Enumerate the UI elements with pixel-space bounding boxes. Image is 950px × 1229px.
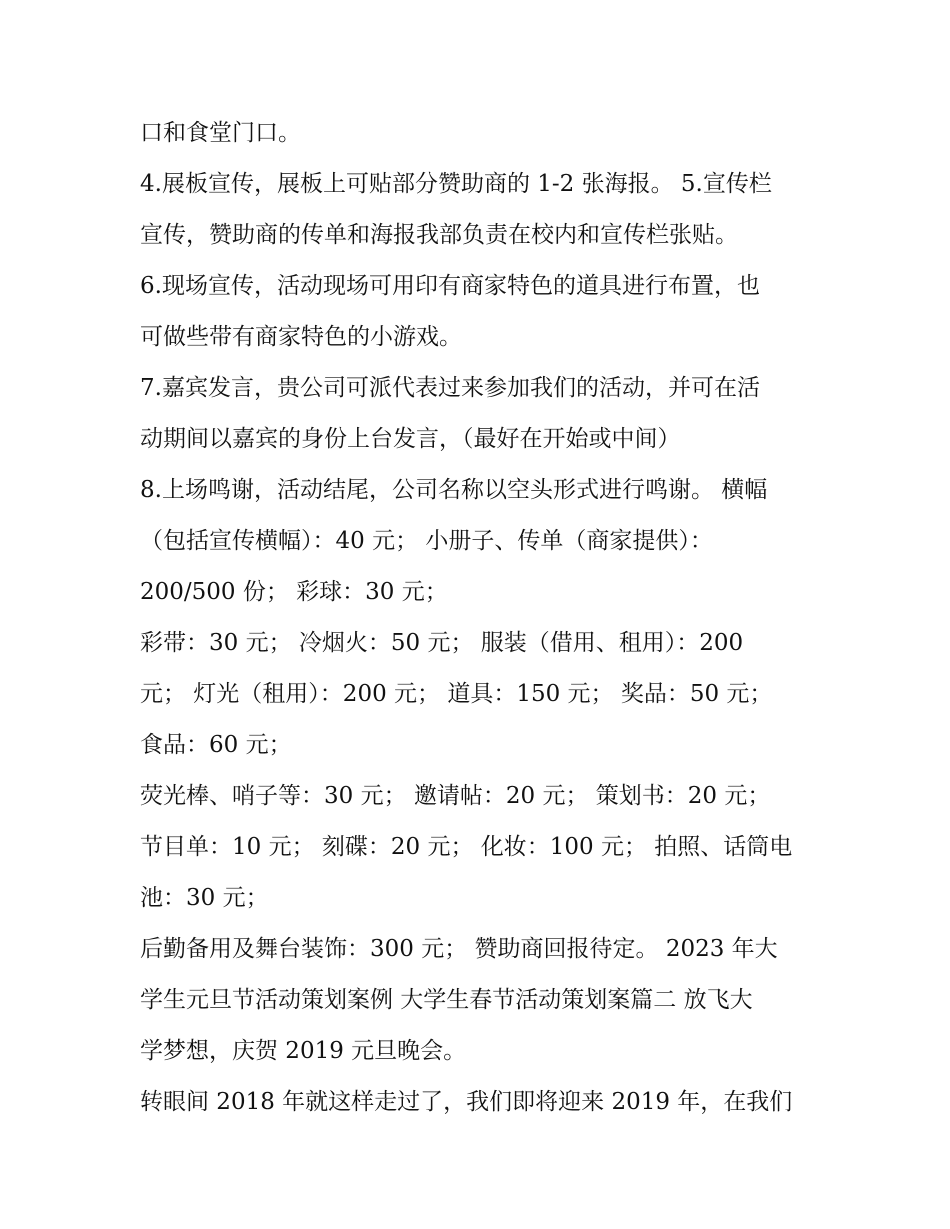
text-line: 4.展板宣传，展板上可贴部分赞助商的 1-2 张海报。 5.宣传栏	[140, 171, 772, 197]
text-line: 后勤备用及舞台装饰：300 元； 赞助商回报待定。 2023 年大	[140, 936, 778, 962]
text-line: 宣传，赞助商的传单和海报我部负责在校内和宣传栏张贴。	[140, 222, 738, 248]
text-line: 节目单：10 元； 刻碟：20 元； 化妆：100 元； 拍照、话筒电	[140, 834, 793, 860]
text-line: 动期间以嘉宾的身份上台发言，（最好在开始或中间）	[140, 426, 681, 452]
text-line: 学梦想，庆贺 2019 元旦晚会。	[140, 1038, 467, 1064]
text-line: 可做些带有商家特色的小游戏。	[140, 324, 462, 350]
text-line: 转眼间 2018 年就这样走过了，我们即将迎来 2019 年，在我们	[140, 1089, 793, 1115]
text-line: 彩带：30 元； 冷烟火：50 元； 服装（借用、租用）：200	[140, 630, 744, 656]
body-text	[140, 108, 820, 1128]
text-line: 8.上场鸣谢，活动结尾，公司名称以空头形式进行鸣谢。 横幅	[140, 477, 768, 503]
text-line: 7.嘉宾发言，贵公司可派代表过来参加我们的活动，并可在活	[140, 375, 760, 401]
text-line: 学生元旦节活动策划案例 大学生春节活动策划案篇二 放飞大	[140, 987, 753, 1013]
text-line: 食品：60 元；	[140, 732, 292, 758]
text-line: 元； 灯光（租用）：200 元； 道具：150 元； 奖品：50 元；	[140, 681, 773, 707]
text-line: 池：30 元；	[140, 885, 269, 911]
text-line: 荧光棒、哨子等：30 元； 邀请帖：20 元； 策划书：20 元；	[140, 783, 771, 809]
text-line: 口和食堂门口。	[140, 120, 301, 146]
text-line: （包括宣传横幅）：40 元； 小册子、传单（商家提供）：	[140, 528, 713, 554]
text-line: 6.现场宣传，活动现场可用印有商家特色的道具进行布置，也	[140, 273, 760, 299]
text-line: 200/500 份； 彩球：30 元；	[140, 579, 448, 605]
